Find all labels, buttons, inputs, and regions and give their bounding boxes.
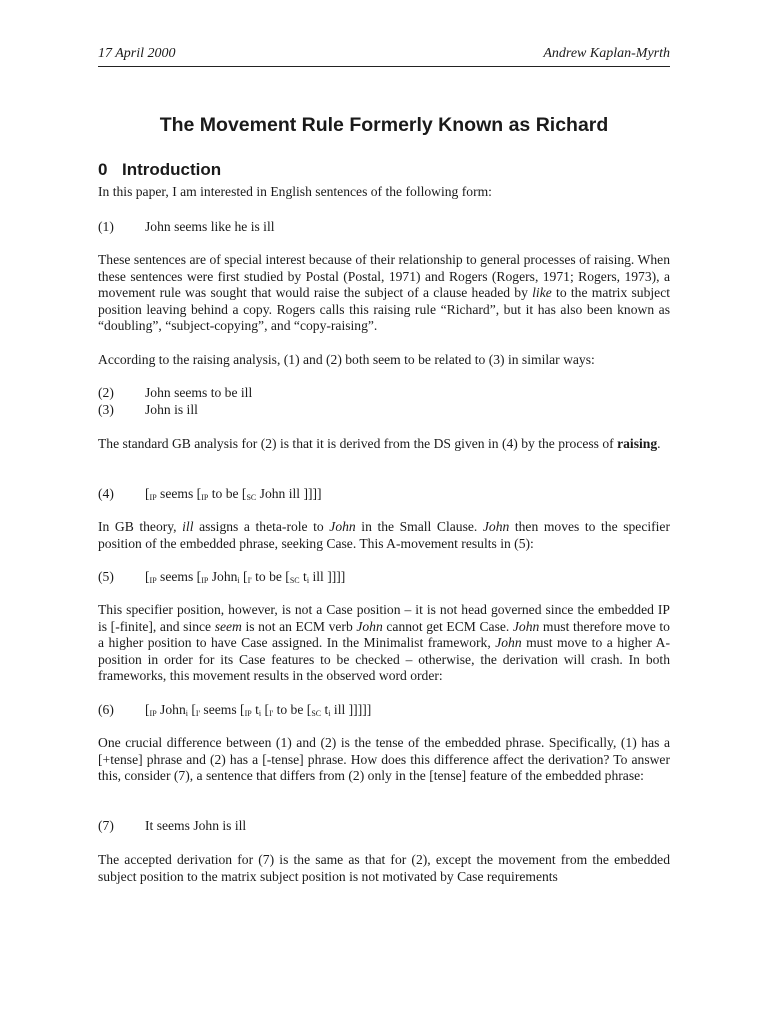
text-run: in the Small Clause. xyxy=(355,519,483,534)
italic-term: John xyxy=(495,635,522,651)
text-run: is not an ECM verb xyxy=(241,618,357,634)
paragraph-4 xyxy=(98,436,670,453)
bold-term: raising xyxy=(617,436,658,451)
example-label: (7) xyxy=(98,818,114,833)
example-text: John seems like he is ill xyxy=(145,219,275,234)
running-header xyxy=(98,44,670,66)
paragraph-5 xyxy=(98,519,670,552)
example-1 xyxy=(98,219,670,236)
example-label: (2) xyxy=(98,385,114,400)
example-label: (6) xyxy=(98,702,114,717)
bracketed-structure: [$_{IP}$ seems [$_{IP}$ to be [$_{SC}$ John ill ]]]] xyxy=(145,486,322,502)
paragraph-8: The accepted derivation for (7) is the same as that for (2), except the movement from the embedded subject position to the matrix subject position is not motivated by Case requirements xyxy=(98,852,670,884)
section-number: 0 xyxy=(98,160,108,179)
header-author: Andrew Kaplan-Myrth xyxy=(543,46,670,61)
bracketed-structure: [$_{IP}$ seems [$_{IP}$ John$_i$ [$_{I'}$ to be [$_{SC}$ $t_i$ ill ]]]] xyxy=(145,569,346,585)
paragraph-7: One crucial difference between (1) and (2) is the tense of the embedded phrase. Specifically, (1) has a [+tense] phrase and (2) has a [-tense] phrase. How does this difference affect the derivation? To answer this, consider (7), a sentence that differs from (2) only in the [tense] feature of the embedded phrase: xyxy=(98,735,670,784)
bracketed-structure: [$_{IP}$ John$_i$ [$_{I'}$ seems [$_{IP}$ $t_i$ [$_{I'}$ to be [$_{SC}$ $t_i$ ill ]]]]] xyxy=(145,702,372,718)
example-label: (5) xyxy=(98,569,114,584)
text-run: . xyxy=(657,436,661,451)
text-run: In GB theory, xyxy=(98,519,183,534)
italic-term: John xyxy=(512,618,540,634)
header-rule xyxy=(98,66,670,67)
example-text: John seems to be ill xyxy=(145,385,253,400)
italic-term: John xyxy=(329,519,356,534)
text-run: then moves to the specifier position of the embedded phrase, seeking Case. This A-movement results in (5): xyxy=(98,519,670,551)
text-run: must move to a higher A-position in order for its Case features to be checked – otherwise, the derivation will crash. In both frameworks, this movement results in the observed word order: xyxy=(98,635,671,684)
paper-title: The Movement Rule Formerly Known as Richard xyxy=(159,114,609,136)
text-run: These sentences are of special interest because of their relationship to general processes of raising. When these sentences were first studied by Postal (Postal, 1971) and Rogers (Rogers, 1971; Rogers, 1973), a movement rule was sought that would raise the subject of a clause headed by xyxy=(98,252,670,301)
italic-term: John xyxy=(482,519,510,534)
example-label: (3) xyxy=(98,402,114,417)
example-2 xyxy=(98,385,670,402)
paragraph-6 xyxy=(98,602,670,685)
section-title: Introduction xyxy=(122,160,222,179)
paragraph-3: According to the raising analysis, (1) and (2) both seem to be related to (3) in similar ways: xyxy=(98,352,595,367)
example-3 xyxy=(98,402,670,419)
example-7 xyxy=(98,818,670,835)
text-run: This specifier position, however, is not a Case position – it is not head governed since the embedded IP is [-finite], and since xyxy=(98,602,670,634)
paragraph-1: In this paper, I am interested in English sentences of the following form: xyxy=(98,184,492,199)
example-label: (1) xyxy=(98,219,114,234)
italic-term: seem xyxy=(214,618,242,634)
text-run: to the matrix subject position leaving behind a copy. Rogers calls this raising rule “Richard”, but it has also been known as “doubling”, “subject-copying”, and “copy-raising”. xyxy=(98,285,671,334)
example-6 xyxy=(98,702,670,719)
example-4 xyxy=(98,486,670,503)
example-text: John is ill xyxy=(145,402,198,417)
italic-term: ill xyxy=(182,519,194,534)
example-label: (4) xyxy=(98,486,114,501)
text-run: cannot get ECM Case. xyxy=(382,618,513,634)
header-date: 17 April 2000 xyxy=(98,46,176,61)
italic-term: John xyxy=(356,618,383,634)
example-text: It seems John is ill xyxy=(145,818,247,833)
section-heading xyxy=(98,160,221,180)
example-5 xyxy=(98,569,670,586)
italic-term: like xyxy=(532,285,552,301)
text-run: assigns a theta-role to xyxy=(193,519,330,534)
text-run: must therefore move to a higher position to have Case assigned. In the Minimalist framework, xyxy=(98,618,670,651)
paragraph-2 xyxy=(98,252,670,335)
text-run: The standard GB analysis for (2) is that it is derived from the DS given in (4) by the process of xyxy=(98,436,618,451)
